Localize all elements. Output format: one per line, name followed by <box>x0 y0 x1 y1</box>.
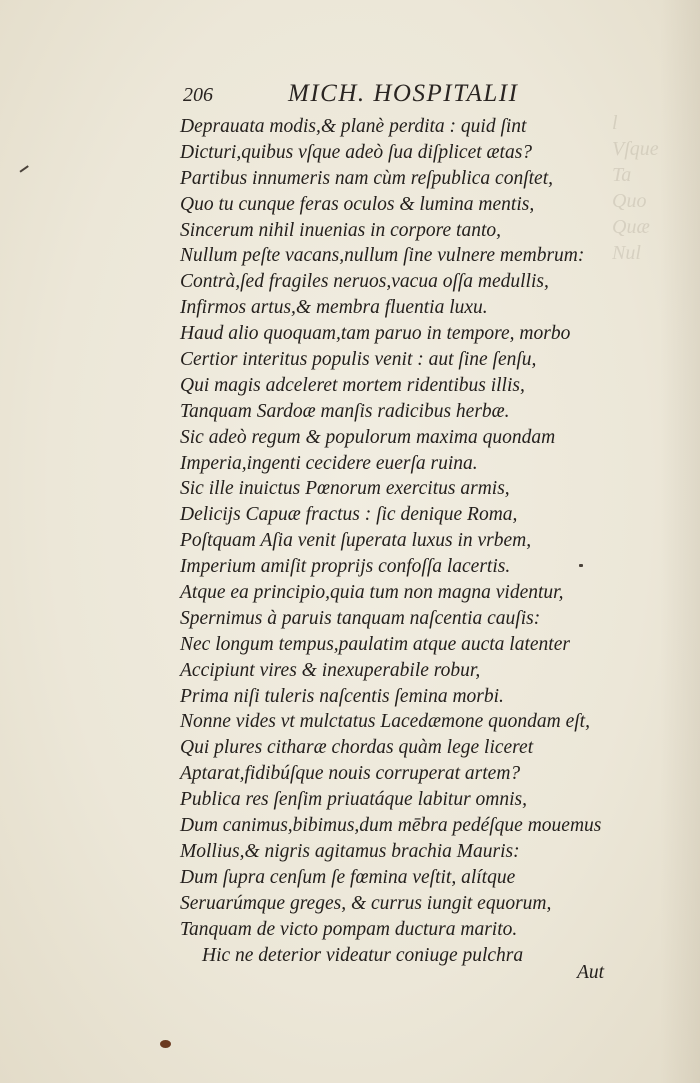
verse-line: Sic ille inuictus Pœnorum exercitus armis, <box>180 478 510 500</box>
verse-line: Nec longum tempus,paulatim atque aucta latenter <box>180 633 570 655</box>
running-head: MICH. HOSPITALII <box>288 80 519 107</box>
verse-line: Qui plures citharæ chordas quàm lege liceret <box>180 737 534 759</box>
verse-line: Aptarat,fidibúſque nouis corruperat artem? <box>180 763 521 785</box>
verse-line: Nonne vides vt mulctatus Lacedæmone quondam eſt, <box>180 711 590 733</box>
verse-line: Atque ea principio,quia tum non magna videntur, <box>180 582 564 604</box>
verse-line: Partibus innumeris nam cùm reſpublica conſtet, <box>180 167 553 189</box>
verse-line: Accipiunt vires & inexuperabile robur, <box>180 659 481 681</box>
verse-line: Certior interitus populis venit : aut ſine ſenſu, <box>180 349 537 371</box>
verse-line: Haud alio quoquam,tam paruo in tempore, morbo <box>180 323 571 345</box>
verse-line: Poſtquam Aſia venit ſuperata luxus in vrbem, <box>180 530 532 552</box>
show-through-text: l Vſque Ta Quo Quæ Nul <box>612 112 659 264</box>
verse-line: Imperia,ingenti cecidere euerſa ruina. <box>180 452 478 474</box>
verse-line: Spernimus à paruis tanquam naſcentia cauſis: <box>180 607 541 629</box>
page-header <box>183 80 563 114</box>
catchword: Aut <box>577 962 605 983</box>
verse-line: Contrà,ſed fragiles neruos,vacua oſſa medullis, <box>180 271 549 293</box>
verse-line: Quo tu cunque feras oculos & lumina mentis, <box>180 193 535 215</box>
verse-line: Dum canimus,bibimus,dum mēbra pedéſque mouemus <box>180 815 602 837</box>
verse-line: Publica res ſenſim priuatáque labitur omnis, <box>180 789 528 811</box>
verse-line: Tanquam Sardoæ manſis radicibus herbæ. <box>180 400 510 422</box>
verse-line: Seruarúmque greges, & currus iungit equorum, <box>180 892 552 914</box>
verse-line: Delicijs Capuæ fractus : ſic denique Roma, <box>180 504 518 526</box>
ink-blot <box>160 1040 171 1048</box>
verse-line: Prima niſi tuleris naſcentis ſemina morbi. <box>180 685 504 707</box>
verse-line: Sic adeò regum & populorum maxima quondam <box>180 426 556 448</box>
verse-line: Deprauata modis,& planè perdita : quid ſint <box>180 116 527 137</box>
verse-line: Qui magis adceleret mortem ridentibus illis, <box>180 374 525 396</box>
verse-line: Hic ne deterior videatur coniuge pulchra <box>202 944 524 966</box>
page-number: 206 <box>183 84 213 106</box>
verse-line: Infirmos artus,& membra fluentia luxu. <box>180 297 488 319</box>
verse-line: Sincerum nihil inuenias in corpore tanto, <box>180 219 501 241</box>
verse-line: Nullum peſte vacans,nullum ſine vulnere membrum: <box>180 245 585 267</box>
verse-block <box>0 114 700 968</box>
verse-line: Imperium amiſit proprijs confoſſa lacertis. <box>180 556 511 578</box>
verse-line: Dicturi,quibus vſque adeò ſua diſplicet ætas? <box>180 141 533 163</box>
verse-line: Tanquam de victo pompam ductura marito. <box>180 918 518 940</box>
ink-speck <box>579 564 583 567</box>
verse-line: Mollius,& nigris agitamus brachia Mauris: <box>180 840 520 862</box>
verse-line: Dum ſupra cenſum ſe fœmina veſtit, alítque <box>180 866 516 888</box>
